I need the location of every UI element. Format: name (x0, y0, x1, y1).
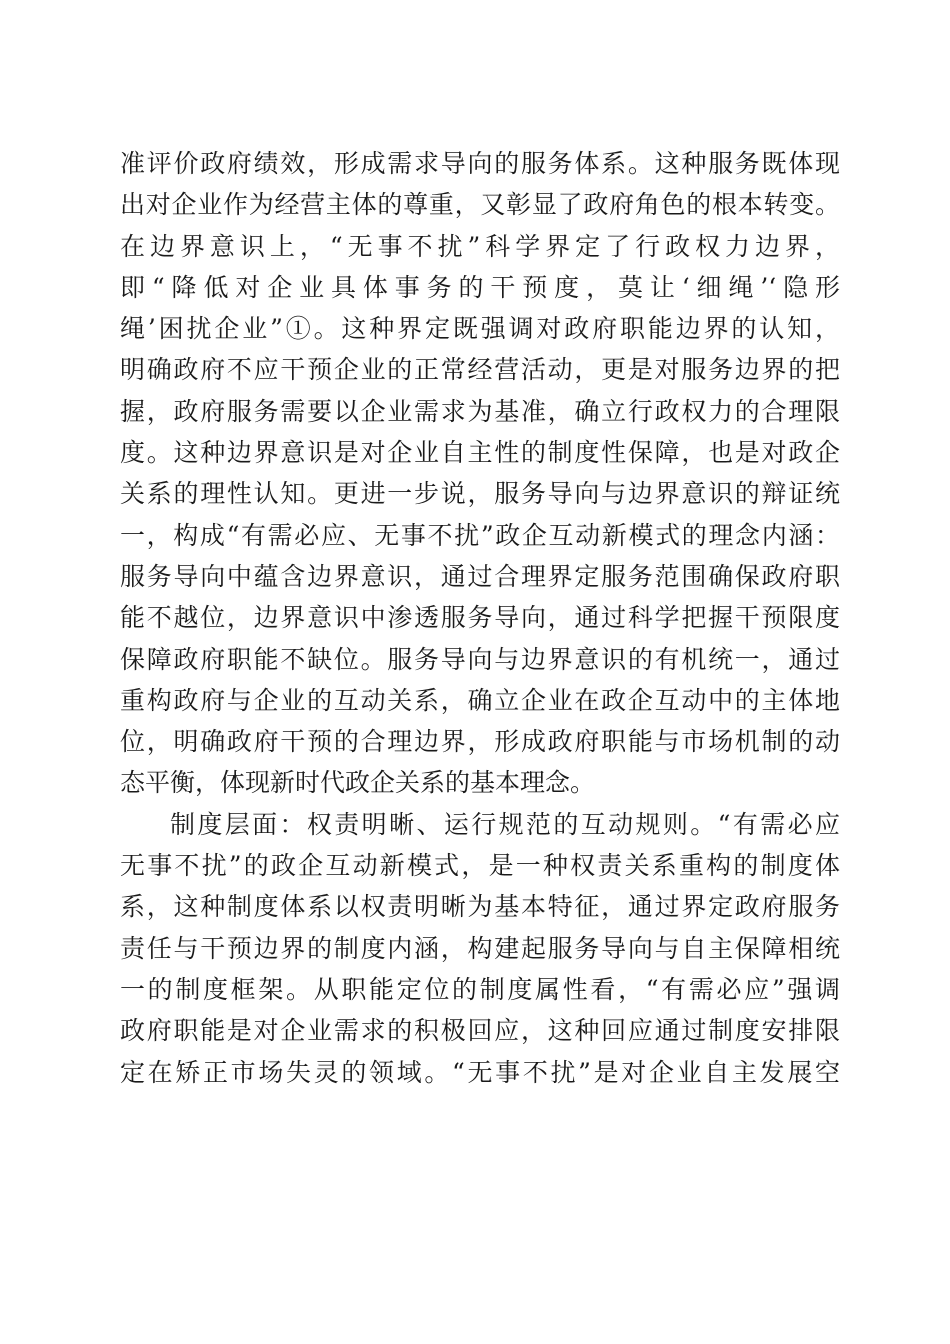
text-line: 即“降低对企业具体事务的干预度，莫让‘细绳’‘隐形 (120, 272, 840, 302)
text-line: 无事不扰”的政企互动新模式，是一种权责关系重构的制度体 (120, 851, 840, 881)
text-line-paragraph-start: 制度层面：权责明晰、运行规范的互动规则。“有需必应 (170, 809, 840, 839)
text-line: 服务导向中蕴含边界意识，通过合理界定服务范围确保政府职 (120, 561, 840, 591)
text-line: 一，构成“有需必应、无事不扰”政企互动新模式的理念内涵： (120, 520, 840, 550)
text-line: 出对企业作为经营主体的尊重，又彰显了政府角色的根本转变。 (120, 190, 840, 220)
text-line: 政府职能是对企业需求的积极回应，这种回应通过制度安排限 (120, 1016, 840, 1046)
text-line: 能不越位，边界意识中渗透服务导向，通过科学把握干预限度 (120, 603, 840, 633)
text-line: 保障政府职能不缺位。服务导向与边界意识的有机统一，通过 (120, 644, 840, 674)
text-line: 关系的理性认知。更进一步说，服务导向与边界意识的辩证统 (120, 479, 840, 509)
text-line: 位，明确政府干预的合理边界，形成政府职能与市场机制的动 (120, 727, 840, 757)
text-line: 在边界意识上，“无事不扰”科学界定了行政权力边界， (120, 231, 840, 261)
text-line: 度。这种边界意识是对企业自主性的制度性保障，也是对政企 (120, 438, 840, 468)
text-line: 绳’困扰企业”①。这种界定既强调对政府职能边界的认知， (120, 314, 840, 344)
text-line: 重构政府与企业的互动关系，确立企业在政企互动中的主体地 (120, 685, 840, 715)
text-line: 系，这种制度体系以权责明晰为基本特征，通过界定政府服务 (120, 892, 840, 922)
body-text (120, 143, 840, 1093)
text-line: 定在矫正市场失灵的领域。“无事不扰”是对企业自主发展空 (120, 1057, 840, 1087)
text-line: 准评价政府绩效，形成需求导向的服务体系。这种服务既体现 (120, 149, 840, 178)
text-line: 一的制度框架。从职能定位的制度属性看，“有需必应”强调 (120, 974, 840, 1004)
text-line: 握，政府服务需要以企业需求为基准，确立行政权力的合理限 (120, 396, 840, 426)
text-line: 责任与干预边界的制度内涵，构建起服务导向与自主保障相统 (120, 933, 840, 963)
text-line-paragraph-end: 态平衡，体现新时代政企关系的基本理念。 (120, 768, 596, 798)
text-line: 明确政府不应干预企业的正常经营活动，更是对服务边界的把 (120, 355, 840, 385)
